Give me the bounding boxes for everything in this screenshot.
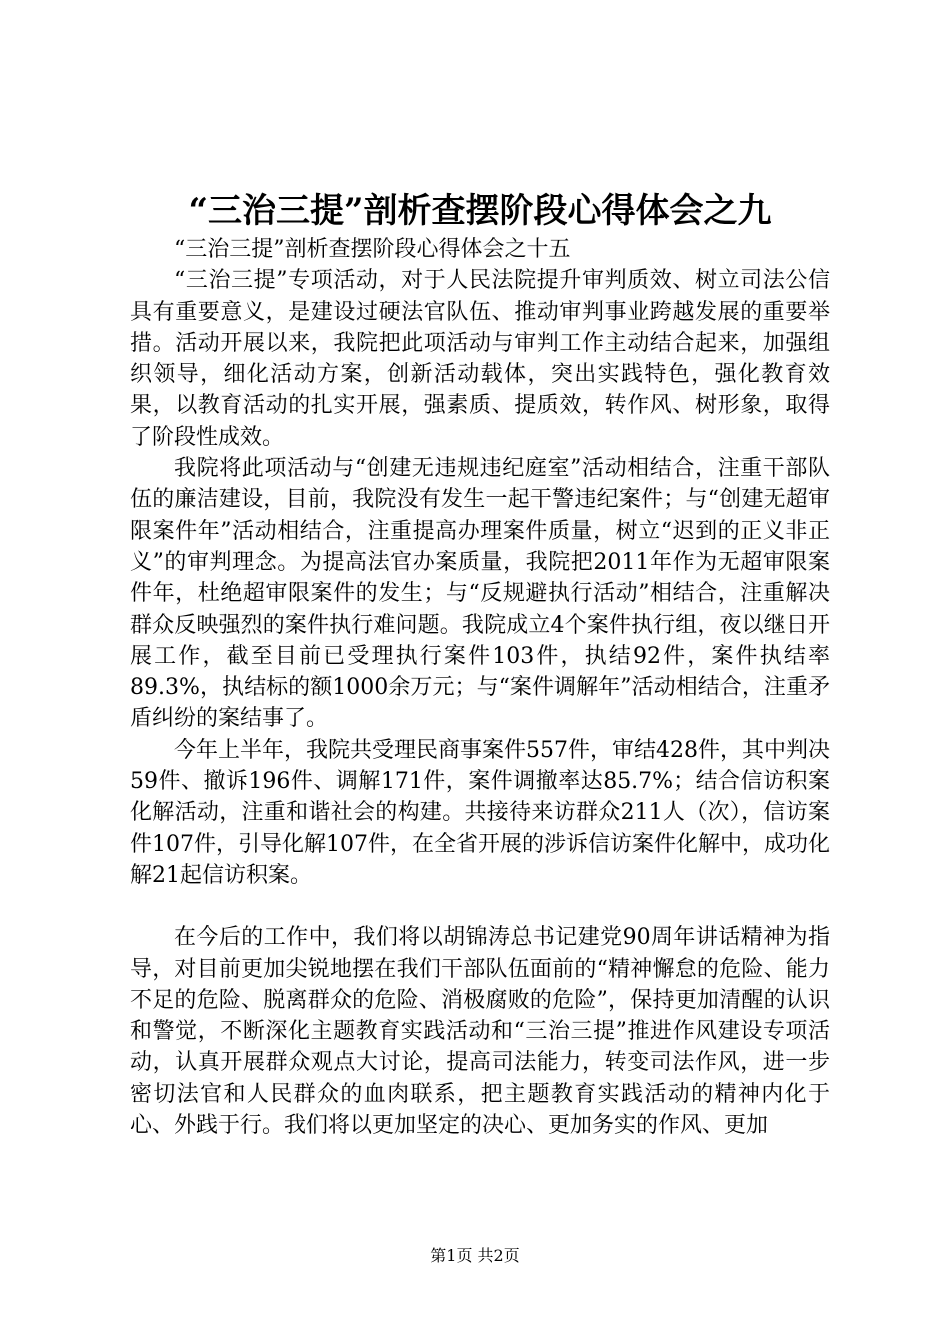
paragraph-2: 我院将此项活动与“创建无违规违纪庭室”活动相结合，注重干部队伍的廉洁建设，目前，我院没有发生一起干警违纪案件；与“创建无超审限案件年”活动相结合，注重提高办理案件质量，树立“迟到的正义非正义”的审判理念。为提高法官办案质量，我院把2011年作为无超审限案件年，杜绝超审限案件的发生；与“反规避执行活动”相结合，注重解决群众反映强烈的案件执行难问题。我院成立4个案件执行组，夜以继日开展工作，截至目前已受理执行案件103件，执结92件，案件执结率89.3%，执结标的额1000余万元；与“案件调解年”活动相结合，注重矛盾纠纷的案结事了。: [130, 456, 830, 732]
document-body: [130, 234, 830, 1141]
paragraph-1: “三治三提”专项活动，对于人民法院提升审判质效、树立司法公信具有重要意义，是建设过硬法官队伍、推动审判事业跨越发展的重要举措。活动开展以来，我院把此项活动与审判工作主动结合起来，加强组织领导，细化活动方案，创新活动载体，突出实践特色，强化教育效果，以教育活动的扎实开展，强素质、提质效，转作风、树形象，取得了阶段性成效。: [130, 268, 830, 450]
subtitle-line: “三治三提”剖析查摆阶段心得体会之十五: [174, 237, 571, 262]
page-footer: 第1页 共2页: [430, 1246, 520, 1265]
paragraph-4: 在今后的工作中，我们将以胡锦涛总书记建党90周年讲话精神为指导，对目前更加尖锐地摆在我们干部队伍面前的“精神懈怠的危险、能力不足的危险、脱离群众的危险、消极腐败的危险”，保持更加清醒的认识和警觉，不断深化主题教育实践活动和“三治三提”推进作风建设专项活动，认真开展群众观点大讨论，提高司法能力，转变司法作风，进一步密切法官和人民群众的血肉联系，把主题教育实践活动的精神内化于心、外践于行。我们将以更加坚定的决心、更加务实的作风、更加: [130, 925, 830, 1139]
paragraph-3: 今年上半年，我院共受理民商事案件557件，审结428件，其中判决59件、撤诉196件、调解171件，案件调撤率达85.7%；结合信访积案化解活动，注重和谐社会的构建。共接待来访群众211人（次），信访案件107件，引导化解107件，在全省开展的涉诉信访案件化解中，成功化解21起信访积案。: [130, 737, 830, 888]
document-title: “三治三提”剖析查摆阶段心得体会之九: [188, 191, 772, 231]
